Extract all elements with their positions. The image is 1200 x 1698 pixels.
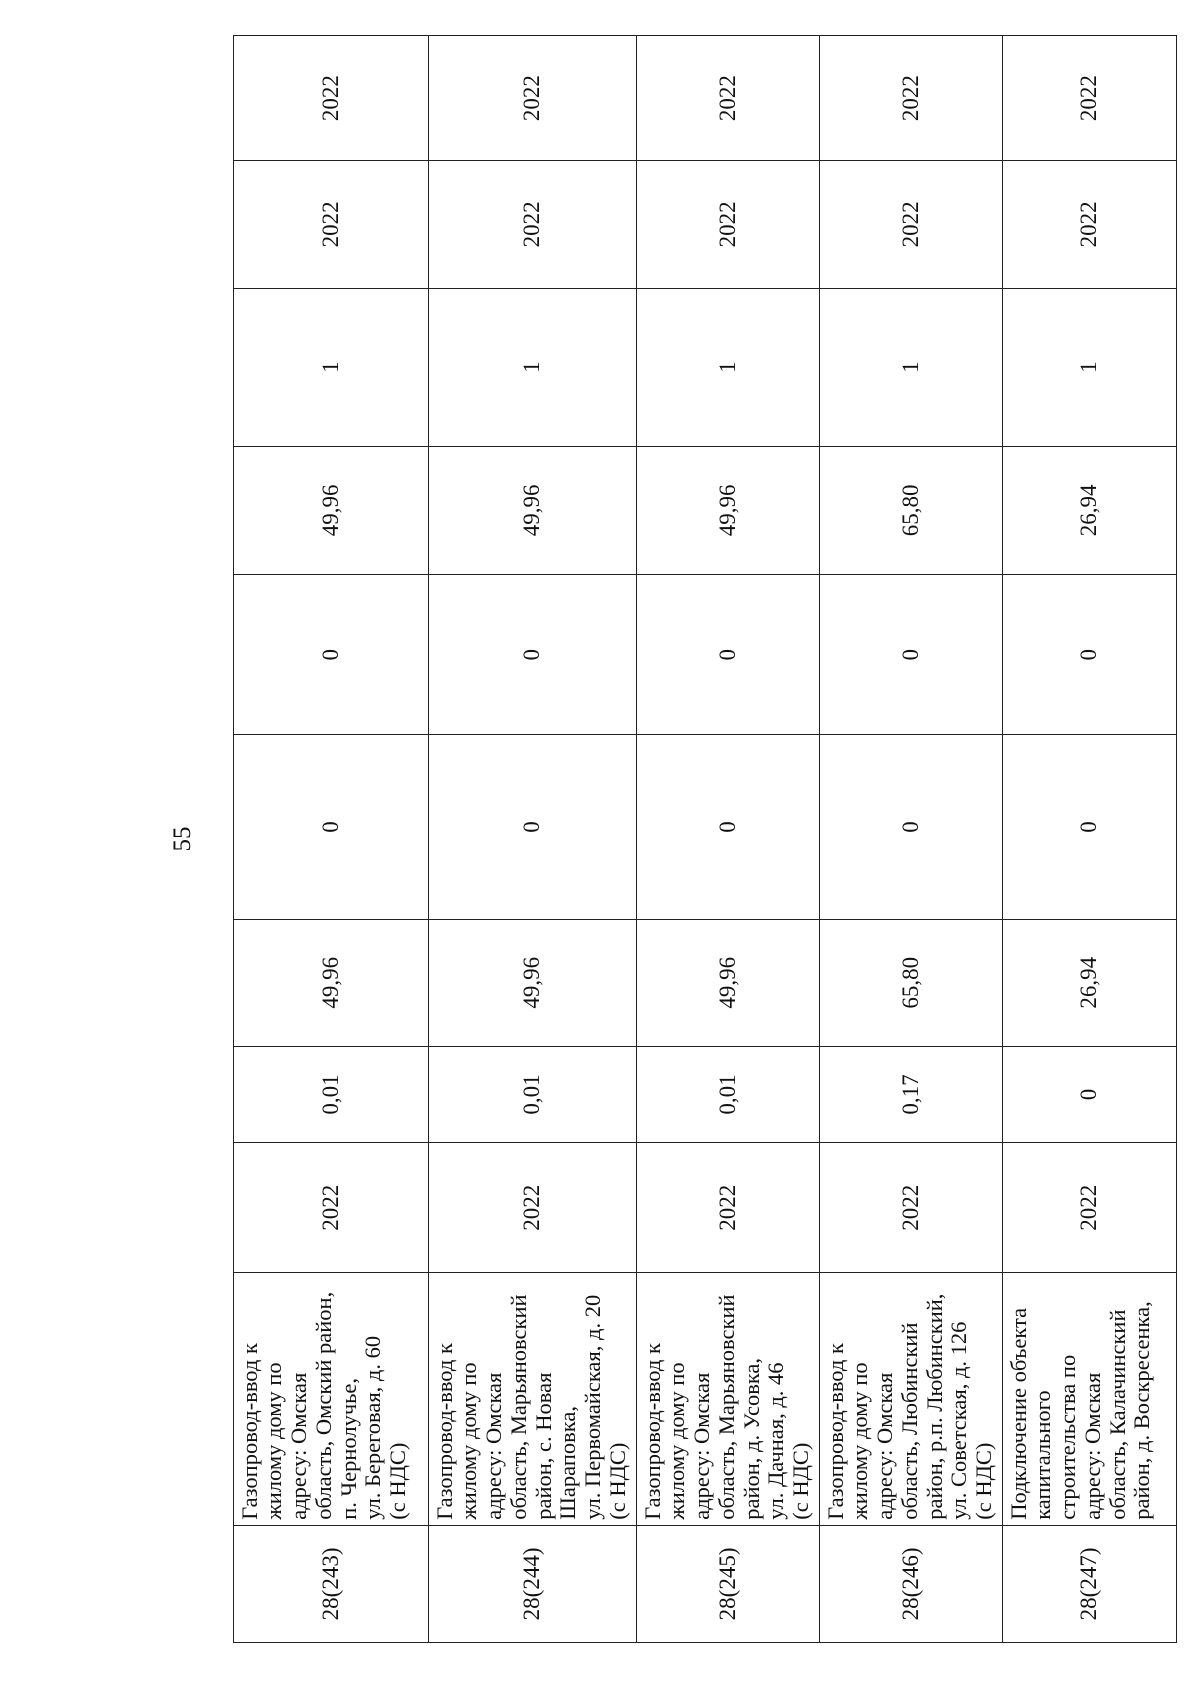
description-line: п. Чернолучье, (335, 1377, 361, 1520)
description-line: область, Любинский (896, 1322, 922, 1520)
description-line: (с НДС) (788, 1442, 813, 1520)
description-cell (233, 1273, 428, 1525)
start-year-cell: 2022 (1002, 161, 1176, 288)
description-line: ул. Береговая, д. 60 (360, 1335, 386, 1520)
value-cell: 49,96 (233, 919, 428, 1046)
row-id-cell: 28(243) (233, 1525, 428, 1642)
year-cell: 2022 (428, 1143, 636, 1273)
row-id-cell: 28(244) (428, 1525, 636, 1642)
value-cell: 0,01 (636, 1046, 819, 1142)
description-line: район, р.п. Любинский, (921, 1293, 947, 1520)
value-cell: 0 (1002, 735, 1176, 919)
value-cell: 0 (428, 735, 636, 919)
end-year-cell: 2022 (819, 36, 1002, 161)
value-cell: 0 (233, 735, 428, 919)
value-cell: 0 (1002, 575, 1176, 735)
description-line: адресу: Омская (872, 1372, 897, 1520)
year-cell: 2022 (819, 1143, 1002, 1273)
count-cell: 1 (636, 288, 819, 446)
value-cell: 0,01 (428, 1046, 636, 1142)
start-year-cell: 2022 (636, 161, 819, 288)
value-cell: 0 (233, 575, 428, 735)
value-cell: 49,96 (636, 446, 819, 574)
description-line: Газопровод-ввод к (822, 1343, 848, 1520)
table-row (1002, 36, 1176, 1643)
description-line: ул. Советская, д. 126 (946, 1321, 972, 1520)
count-cell: 1 (1002, 288, 1176, 446)
page-number: 55 (169, 826, 196, 852)
table-row (636, 36, 819, 1643)
start-year-cell: 2022 (819, 161, 1002, 288)
description-line: район, д. Воскресенка, (1129, 1301, 1155, 1520)
count-cell: 1 (233, 288, 428, 446)
description-line: адресу: Омская (689, 1372, 714, 1520)
row-id-cell: 28(247) (1002, 1525, 1176, 1642)
end-year-cell: 2022 (428, 36, 636, 161)
value-cell: 0 (819, 575, 1002, 735)
description-line: (с НДС) (604, 1442, 630, 1520)
value-cell: 65,80 (819, 919, 1002, 1046)
table-row (428, 36, 636, 1643)
description-line: область, Калачинский (1104, 1309, 1130, 1520)
description-line: район, с. Новая (530, 1372, 556, 1520)
description-line: жилому дому по (456, 1362, 482, 1520)
year-cell: 2022 (233, 1143, 428, 1273)
row-id-cell: 28(246) (819, 1525, 1002, 1642)
description-cell (1002, 1273, 1176, 1525)
year-cell: 2022 (636, 1143, 819, 1273)
row-id-cell: 28(245) (636, 1525, 819, 1642)
description-line: капитального (1030, 1390, 1056, 1520)
description-line: Газопровод-ввод к (431, 1343, 457, 1520)
table-row (819, 36, 1002, 1643)
description-line: (с НДС) (385, 1442, 410, 1520)
value-cell: 49,96 (428, 446, 636, 574)
rotated-page (133, 35, 1155, 1643)
description-line: ул. Первомайская, д. 20 (580, 1294, 605, 1520)
value-cell: 49,96 (428, 919, 636, 1046)
description-line: адресу: Омская (1079, 1372, 1105, 1520)
description-line: область, Марьяновский (505, 1294, 531, 1520)
description-line: (с НДС) (971, 1442, 996, 1520)
end-year-cell: 2022 (636, 36, 819, 161)
value-cell: 26,94 (1002, 446, 1176, 574)
year-cell: 2022 (1002, 1143, 1176, 1273)
start-year-cell: 2022 (428, 161, 636, 288)
value-cell: 0,17 (819, 1046, 1002, 1142)
value-cell: 0 (1002, 1046, 1176, 1142)
value-cell: 0 (819, 735, 1002, 919)
description-cell (819, 1273, 1002, 1525)
investment-table (133, 35, 1177, 1643)
description-line: Газопровод-ввод к (639, 1343, 665, 1520)
table-row (233, 36, 428, 1643)
description-line: Шараповка, (555, 1406, 581, 1520)
description-line: жилому дому по (664, 1362, 690, 1520)
value-cell: 0,01 (233, 1046, 428, 1142)
value-cell: 0 (636, 735, 819, 919)
description-line: Газопровод-ввод к (236, 1343, 262, 1520)
description-line: район, д. Усовка, (738, 1357, 764, 1520)
description-cell (428, 1273, 636, 1525)
end-year-cell: 2022 (233, 36, 428, 161)
value-cell: 49,96 (636, 919, 819, 1046)
value-cell: 0 (428, 575, 636, 735)
description-line: ул. Дачная, д. 46 (763, 1362, 789, 1520)
start-year-cell: 2022 (233, 161, 428, 288)
count-cell: 1 (428, 288, 636, 446)
description-line: адресу: Омская (286, 1372, 311, 1520)
value-cell: 49,96 (233, 446, 428, 574)
description-line: жилому дому по (847, 1362, 873, 1520)
description-line: адресу: Омская (481, 1372, 506, 1520)
description-line: область, Марьяновский (713, 1294, 739, 1520)
value-cell: 0 (636, 575, 819, 735)
description-cell (636, 1273, 819, 1525)
count-cell: 1 (819, 288, 1002, 446)
description-line: жилому дому по (261, 1362, 287, 1520)
description-line: Подключение объекта (1005, 1307, 1031, 1520)
value-cell: 26,94 (1002, 919, 1176, 1046)
end-year-cell: 2022 (1002, 36, 1176, 161)
description-line: строительства по (1055, 1354, 1080, 1520)
value-cell: 65,80 (819, 446, 1002, 574)
description-line: область, Омский район, (310, 1291, 336, 1520)
